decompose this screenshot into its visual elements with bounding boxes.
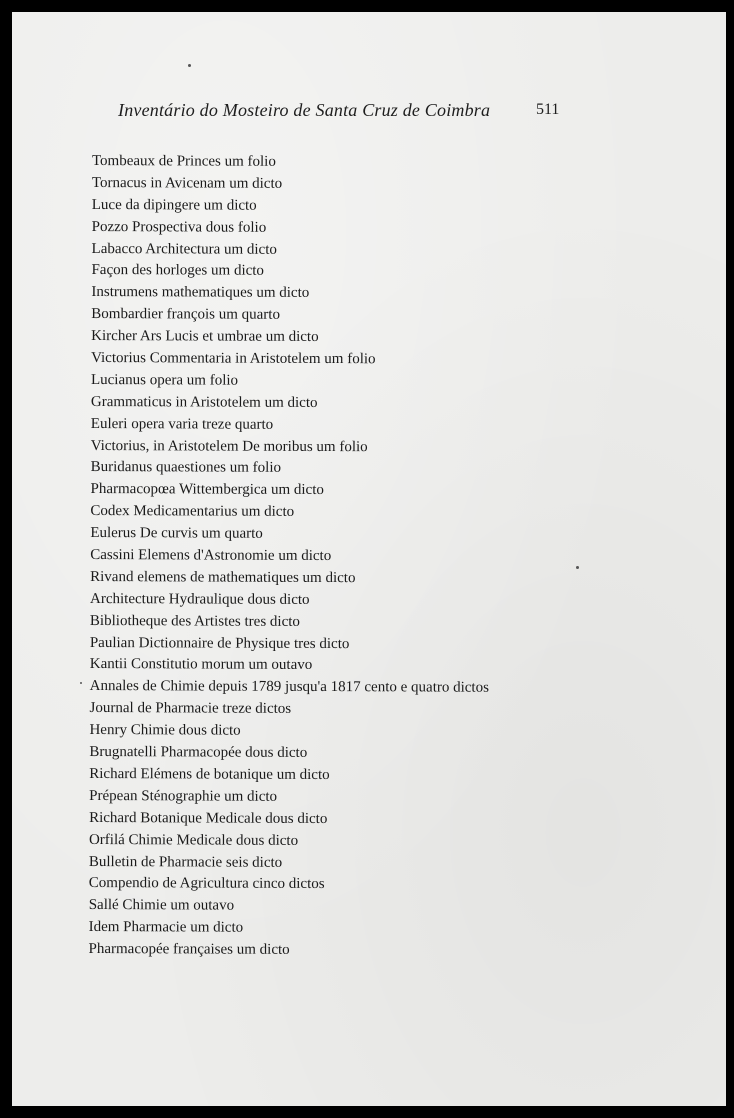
inventory-entry: Bombardier françois um quarto (91, 306, 281, 324)
inventory-entry: Idem Pharmacie um dicto (88, 919, 244, 936)
page-number: 511 (536, 101, 560, 118)
inventory-entry: Pharmacopœa Wittembergica um dicto (90, 481, 324, 499)
inventory-entry: Kantii Constitutio morum um outavo (89, 656, 313, 674)
inventory-entry: Labacco Architectura um dicto (91, 240, 277, 258)
inventory-list (88, 151, 491, 963)
inventory-entry: Tornacus in Avicenam um dicto (91, 174, 283, 192)
inventory-entry: Euleri opera varia treze quarto (90, 415, 274, 433)
inventory-entry: Victorius, in Aristotelem De moribus um folio (90, 437, 368, 455)
inventory-entry: Victorius Commentaria in Aristotelem um folio (91, 350, 376, 368)
inventory-entry: Tombeaux de Princes um folio (91, 152, 276, 170)
inventory-entry: Pharmacopée françaises um dicto (88, 941, 290, 958)
inventory-entry: Rivand elemens de mathematiques um dicto (90, 568, 356, 587)
inventory-entry: Pozzo Prospectiva dous folio (91, 218, 267, 236)
header-title: Inventário do Mosteiro de Santa Cruz de Coimbra (118, 100, 491, 120)
inventory-entry: Instrumens mathematiques um dicto (91, 284, 310, 302)
paper-speck (188, 64, 191, 67)
paper-speck (80, 682, 82, 684)
inventory-entry: Bulletin de Pharmacie seis dicto (88, 853, 283, 871)
inventory-entry: Eulerus De curvis um quarto (90, 525, 263, 542)
inventory-entry: Grammaticus in Aristotelem um dicto (90, 393, 318, 411)
inventory-entry: Compendio de Agricultura cinco dictos (88, 875, 325, 893)
inventory-entry: Richard Elémens de botanique um dicto (89, 765, 330, 783)
inventory-entry: Journal de Pharmacie treze dictos (89, 700, 292, 718)
inventory-entry: Paulian Dictionnaire de Physique tres dicto (89, 634, 350, 652)
inventory-entry: Architecture Hydraulique dous dicto (90, 590, 310, 608)
paper-speck (576, 566, 579, 569)
inventory-entry: Bibliotheque des Artistes tres dicto (89, 612, 300, 630)
inventory-entry: Codex Medicamentarius um dicto (90, 503, 295, 521)
inventory-entry: Brugnatelli Pharmacopée dous dicto (89, 744, 308, 761)
inventory-entry: Sallé Chimie um outavo (88, 897, 235, 914)
inventory-entry: Façon des horloges um dicto (91, 262, 264, 280)
inventory-entry: Buridanus quaestiones um folio (90, 459, 282, 477)
book-page (12, 12, 726, 1106)
inventory-entry: Luce da dipingere um dicto (91, 196, 257, 214)
inventory-entry: Annales de Chimie depuis 1789 jusqu'a 1817 cento e quatro dictos (89, 678, 489, 697)
inventory-entry: Cassini Elemens d'Astronomie um dicto (90, 547, 332, 565)
running-header (118, 100, 588, 121)
inventory-entry: Henry Chimie dous dicto (89, 722, 241, 739)
inventory-entry: Lucianus opera um folio (90, 371, 239, 389)
inventory-entry: Prépean Sténographie um dicto (89, 787, 278, 805)
inventory-entry: Kircher Ars Lucis et umbrae um dicto (91, 328, 319, 346)
inventory-entry: Orfilá Chimie Medicale dous dicto (88, 831, 299, 849)
inventory-entry: Richard Botanique Medicale dous dicto (89, 809, 328, 827)
